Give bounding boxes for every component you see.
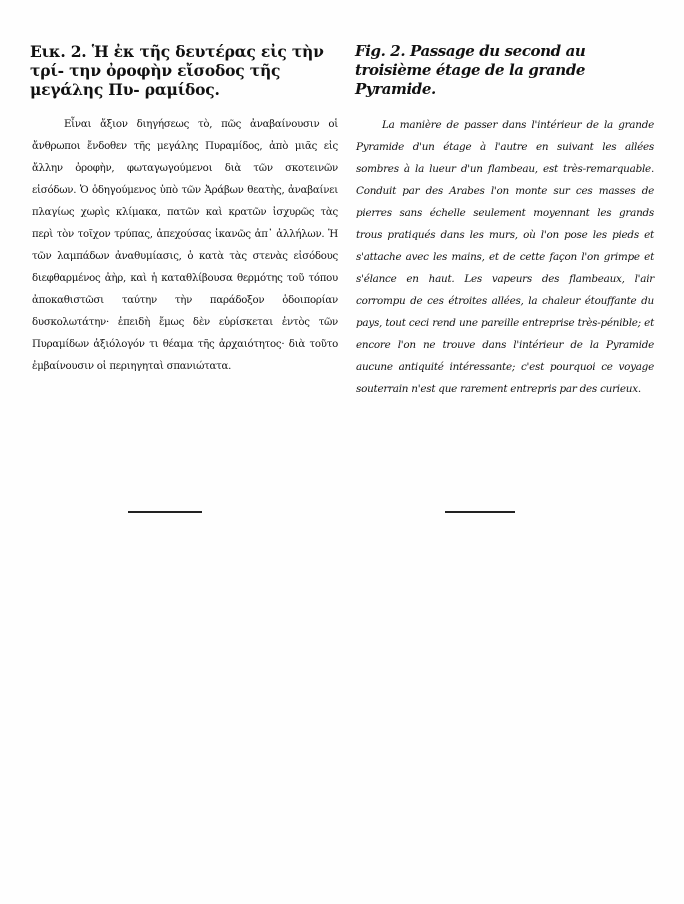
french-heading: Fig. 2. Passage du second au troisième étage de la grande Pyramide. [355, 42, 586, 98]
greek-body-text: Εἶναι ἄξιον διηγήσεως τὸ, πῶς ἀναβαίνουσιν οἱ ἄνθρωποι ἔνδοθεν τῆς μεγάλης Πυραμίδος, ἀπὸ μιᾶς εἰς ἄλλην ὀροφὴν, φωταγωγούμενοι διὰ τῶν σκοτεινῶν εἰσόδων. Ὁ ὁδηγούμενος ὑπὸ τῶν Ἀράβων θεατὴς, ἀναβαίνει πλαγίως χωρὶς κλίμακα, πατῶν καὶ κρατῶν ἰσχυρῶς τὰς περὶ τὸν τοῖχον τρύπας, ἀπεχούσας ἱκανῶς ἀπ᾽ ἀλλήλων. Ἡ τῶν λαμπάδων ἀναθυμίασις, ὁ κατὰ τὰς στενὰς εἰσόδους διεφθαρμένος ἀὴρ, καὶ ἡ καταθλίβουσα θερμότης τοῦ τόπου ἀποκαθιστῶσι ταύτην τὴν παράδοξον ὁδοιπορίαν δυσκολωτάτην· ἐπειδὴ ἔμως δὲν εὑρίσκεται ἐντὸς τῶν Πυραμίδων ἀξιόλογόν τι θέαμα τῆς ἀρχαιότητος· διὰ τοῦτο ἐμβαίνουσιν οἱ περιηγηταὶ σπανιώτατα. [32, 119, 338, 372]
right-divider-rule [445, 511, 515, 513]
greek-column [30, 42, 330, 99]
french-body-text: La manière de passer dans l'intérieur de la grande Pyramide d'un étage à l'autre en suivant les allées sombres à la lueur d'un flambeau, est très-remarquable. Conduit par des Arabes l'on monte sur ces masses de pierres sans échelle seulement moyennant les grands trous pratiqués dans les murs, où l'on pose les pieds et s'attache avec les mains, et de cette façon l'on grimpe et s'élance en haut. Les vapeurs des flambeaux, l'air corrompu de ces étroites allées, la chaleur étouffante du pays, tout ceci rend une pareille entreprise très-pénible; et encore l'on ne trouve dans l'intérieur de la Pyramide aucune antiquité intéressante; c'est pourquoi ce voyage souterrain n'est que rarement entrepris par des curieux. [356, 119, 654, 395]
greek-heading: Εικ. 2. Ἡ ἐκ τῆς δευτέρας εἰς τὴν τρί- την ὀροφὴν εἴσοδος τῆς μεγάλης Πυ- ραμίδος. [30, 42, 324, 99]
left-divider-rule [128, 511, 202, 513]
french-column [355, 42, 657, 99]
